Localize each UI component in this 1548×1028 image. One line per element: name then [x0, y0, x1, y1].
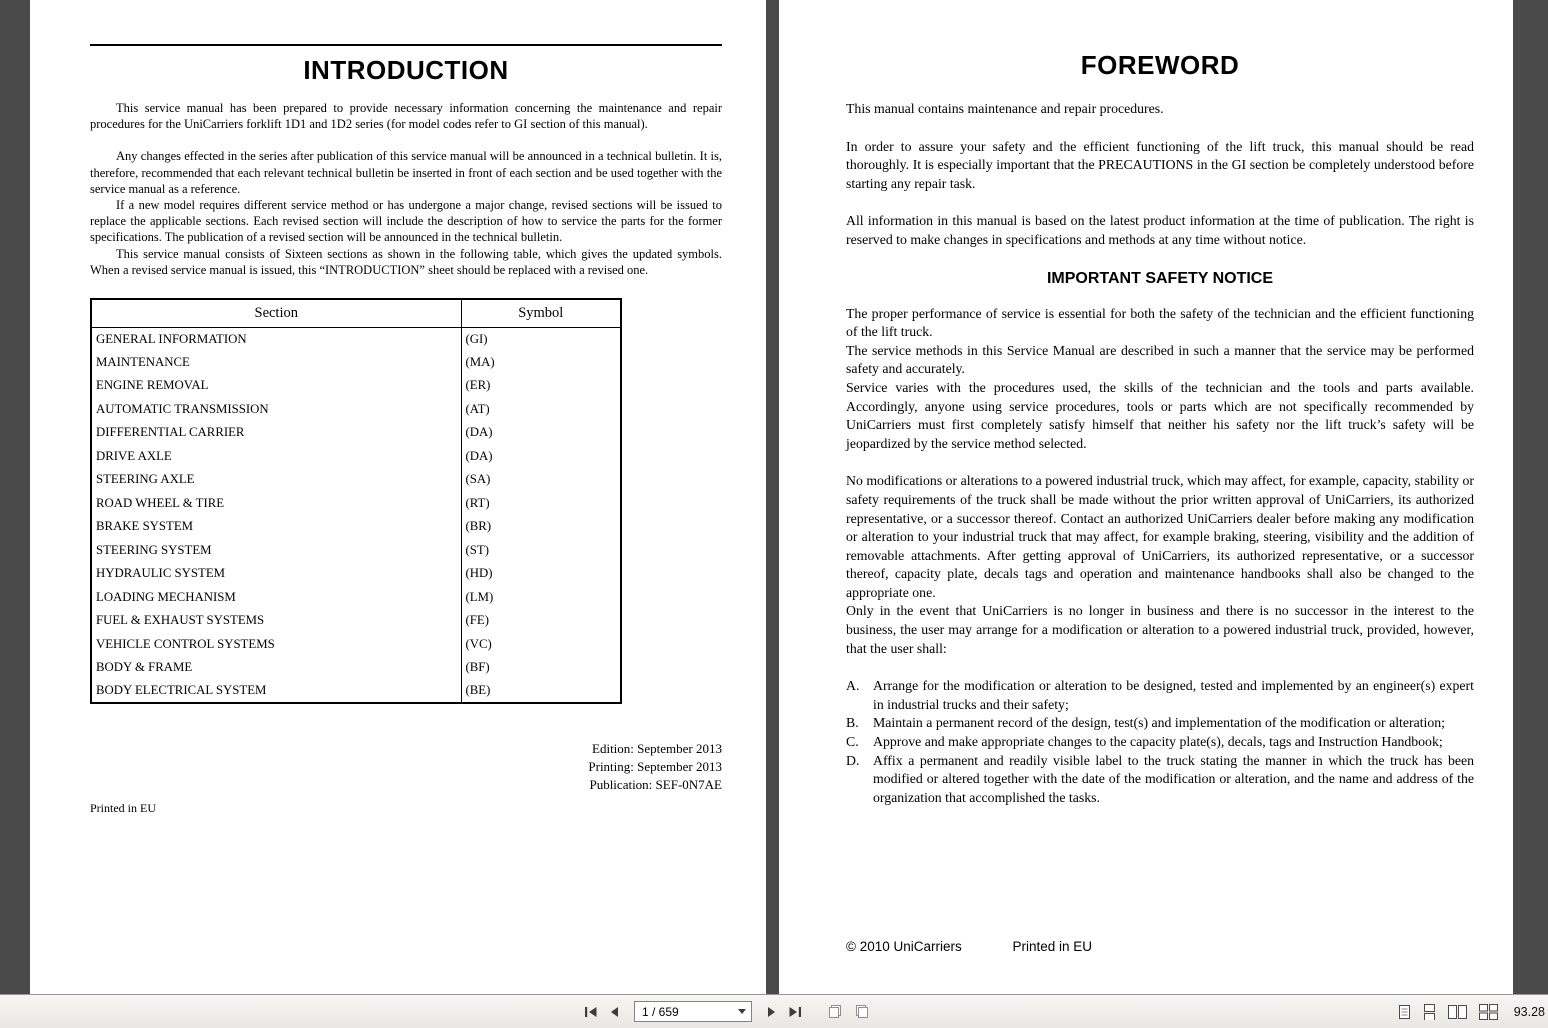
table-row	[91, 445, 621, 469]
table-row	[91, 468, 621, 492]
table-row	[91, 539, 621, 563]
symbol-cell: (DA)	[465, 425, 493, 440]
symbol-cell: (RT)	[465, 495, 490, 510]
publication-line: Publication: SEF-0N7AE	[589, 777, 722, 793]
symbol-cell: (LM)	[465, 589, 494, 604]
section-cell: FUEL & EXHAUST SYSTEMS	[91, 609, 461, 633]
foreword-paragraph-5: Only in the event that UniCarriers is no longer in business and there is no successor in the interest to the business, the user may arrange for a modification or alteration to a powered industrial truck, provided, however, that the user shall:	[846, 603, 1474, 656]
page-foreword	[779, 0, 1513, 994]
last-page-icon	[788, 1006, 802, 1018]
table-row	[91, 586, 621, 610]
list-item	[846, 714, 1474, 733]
table-row	[91, 515, 621, 539]
table-row	[91, 398, 621, 422]
list-item	[846, 733, 1474, 752]
edition-line: Edition: September 2013	[592, 741, 722, 757]
section-cell: BRAKE SYSTEM	[91, 515, 461, 539]
section-cell: VEHICLE CONTROL SYSTEMS	[91, 633, 461, 657]
intro-paragraph-2: Any changes effected in the series after publication of this service manual will be announced in a technical bulletin. It is, therefore, recommended that each relevant technical bulletin be inserted in front of each section and be used together with the service manual as a reference.	[90, 149, 722, 196]
section-cell: HYDRAULIC SYSTEM	[91, 562, 461, 586]
foreword-title: FOREWORD	[1080, 50, 1240, 80]
two-page-view-icon	[1448, 1004, 1467, 1020]
page-number-input[interactable]	[634, 1001, 752, 1022]
single-page-view-button[interactable]	[1396, 1002, 1413, 1022]
two-page-continuous-view-button[interactable]	[1477, 1002, 1500, 1022]
safety-paragraph-3: Service varies with the procedures used, the skills of the technician and the tools and parts available. Accordingly, anyone using service procedures, tools or parts which are not specifically recommended by UniCarriers must first completely satisfy himself that neither his safety nor the lift truck’s safety will be jeopardized by the service method selected.	[846, 379, 1474, 451]
table-row	[91, 633, 621, 657]
table-row	[91, 327, 621, 351]
intro-paragraph-4: This service manual consists of Sixteen sections as shown in the following table, which gives the updated symbols. When a revised service manual is issued, this “INTRODUCTION” sheet should be replaced with a revised one.	[90, 246, 722, 277]
safety-paragraph-2: The service methods in this Service Manual are described in such a manner that the service may be performed safety and accurately.	[846, 342, 1474, 377]
printing-line: Printing: September 2013	[588, 759, 722, 775]
symbol-cell: (BF)	[465, 660, 490, 675]
section-cell: STEERING SYSTEM	[91, 539, 461, 563]
section-cell: BODY ELECTRICAL SYSTEM	[91, 680, 461, 704]
list-item	[846, 752, 1474, 808]
list-item-label: B.	[846, 715, 859, 731]
foreword-paragraph-4: No modifications or alterations to a powered industrial truck, which may affect, for example, capacity, stability or safety requirements of the truck shall be made without the prior written approval of UniCarriers, its authorized representative, or a successor thereof. Contact an authorized UniCarriers dealer before making any modification or alteration to your industrial truck that may affect, for example braking, steering, visibility and the addition of removable attachments. After getting approval of UniCarriers, its authorized representative, or a successor thereof, capacity plate, decals tags and operation and maintenance handbooks shall also be changed to the appropriate one.	[846, 473, 1474, 600]
edition-block	[90, 740, 722, 794]
section-cell: MAINTENANCE	[91, 351, 461, 375]
first-page-icon	[584, 1006, 598, 1018]
symbol-cell: (AT)	[465, 401, 490, 416]
section-cell: DRIVE AXLE	[91, 445, 461, 469]
page-number-value: 1 / 659	[642, 1004, 679, 1019]
table-row	[91, 374, 621, 398]
section-cell: DIFFERENTIAL CARRIER	[91, 421, 461, 445]
page-dropdown-caret[interactable]	[738, 1009, 751, 1014]
caret-down-icon	[738, 1009, 746, 1014]
copyright-text: © 2010 UniCarriers	[846, 939, 962, 954]
next-view-icon	[854, 1004, 870, 1019]
symbol-cell: (ER)	[465, 378, 491, 393]
important-safety-notice-heading: IMPORTANT SAFETY NOTICE	[1046, 269, 1274, 287]
table-row	[91, 609, 621, 633]
table-row	[91, 351, 621, 375]
introduction-title: INTRODUCTION	[303, 55, 509, 85]
table-header-row	[91, 299, 621, 327]
two-page-continuous-view-icon	[1479, 1004, 1498, 1020]
symbol-cell: (BR)	[465, 519, 492, 534]
symbol-cell: (DA)	[465, 448, 493, 463]
first-page-button[interactable]	[582, 1004, 600, 1020]
list-item-label: D.	[846, 752, 860, 768]
viewer-statusbar	[0, 994, 1548, 1028]
section-cell: ENGINE REMOVAL	[91, 374, 461, 398]
intro-paragraph-1: This service manual has been prepared to provide necessary information concerning the maintenance and repair procedures for the UniCarriers forklift 1D1 and 1D2 series (for model codes refer to GI section of this manual).	[90, 101, 722, 132]
page-layout-cluster	[1396, 995, 1545, 1028]
safety-paragraph-1: The proper performance of service is essential for both the safety of the technician and the efficient functioning of the lift truck.	[846, 305, 1474, 340]
foreword-paragraph-3: All information in this manual is based on the latest product information at the time of publication. The right is reserved to make changes in specifications and methods at any time without notice.	[846, 213, 1474, 247]
next-view-button[interactable]	[852, 1002, 872, 1021]
foreword-paragraph-2: In order to assure your safety and the efficient functioning of the lift truck, this manual should be read thoroughly. It is especially important that the PRECAUTIONS in the GI section be completely understood before starting any repair task.	[846, 138, 1474, 191]
symbol-cell: (ST)	[465, 542, 489, 557]
list-item-label: A.	[846, 678, 860, 694]
symbol-cell: (VC)	[465, 636, 492, 651]
previous-page-icon	[609, 1006, 619, 1018]
table-row	[91, 656, 621, 680]
section-cell: ROAD WHEEL & TIRE	[91, 492, 461, 516]
symbol-cell: (FE)	[465, 613, 489, 628]
single-page-view-icon	[1398, 1004, 1411, 1020]
printed-in-eu: Printed in EU	[1012, 939, 1093, 954]
printed-in-eu: Printed in EU	[90, 801, 156, 816]
section-cell: LOADING MECHANISM	[91, 586, 461, 610]
page-introduction	[30, 0, 766, 994]
next-page-icon	[767, 1006, 777, 1018]
page-footer	[846, 939, 1092, 954]
list-item-label: C.	[846, 734, 859, 750]
previous-page-button[interactable]	[607, 1004, 621, 1020]
last-page-button[interactable]	[786, 1004, 804, 1020]
table-row	[91, 492, 621, 516]
user-obligation-list	[846, 677, 1474, 807]
zoom-level-value: 93.28	[1513, 1004, 1545, 1019]
section-cell: AUTOMATIC TRANSMISSION	[91, 398, 461, 422]
table-header-section: Section	[91, 299, 461, 327]
symbol-cell: (MA)	[465, 354, 495, 369]
list-item	[846, 677, 1474, 714]
section-cell: GENERAL INFORMATION	[91, 327, 461, 351]
list-item-text: Approve and make appropriate changes to the capacity plate(s), decals, tags and Instruction Handbook;	[873, 734, 1443, 750]
symbol-cell: (HD)	[465, 566, 493, 581]
foreword-paragraph-1: This manual contains maintenance and repair procedures.	[846, 101, 1164, 116]
previous-view-button[interactable]	[825, 1002, 845, 1021]
section-symbol-table	[90, 298, 622, 704]
section-cell: STEERING AXLE	[91, 468, 461, 492]
list-item-text: Maintain a permanent record of the design, test(s) and implementation of the modification or alteration;	[873, 715, 1446, 731]
table-row	[91, 562, 621, 586]
list-item-text: Arrange for the modification or alteration to be designed, tested and implemented by an engineer(s) expert in industrial trucks and their safety;	[873, 678, 1474, 712]
table-header-symbol: Symbol	[461, 299, 621, 327]
table-row	[91, 680, 621, 704]
continuous-view-icon	[1423, 1004, 1436, 1020]
symbol-cell: (SA)	[465, 472, 491, 487]
list-item-text: Affix a permanent and readily visible label to the truck stating the manner in which the truck has been modified or altered together with the date of the modification or alteration, and the name and address of the organization that accomplished the tasks.	[873, 752, 1474, 805]
table-row	[91, 421, 621, 445]
symbol-cell: (GI)	[465, 331, 488, 346]
previous-view-icon	[827, 1004, 843, 1019]
next-page-button[interactable]	[765, 1004, 779, 1020]
intro-paragraph-3: If a new model requires different service method or has undergone a major change, revised sections will be issued to replace the applicable sections. Each revised section will include the description of how to service the parts for the former specifications. The publication of a revised section will be announced in the technical bulletin.	[90, 198, 722, 245]
symbol-cell: (BE)	[465, 683, 491, 698]
continuous-view-button[interactable]	[1421, 1002, 1438, 1022]
two-page-view-button[interactable]	[1446, 1002, 1469, 1022]
title-rule	[90, 44, 722, 46]
page-navigation-cluster	[582, 995, 872, 1028]
section-cell: BODY & FRAME	[91, 656, 461, 680]
